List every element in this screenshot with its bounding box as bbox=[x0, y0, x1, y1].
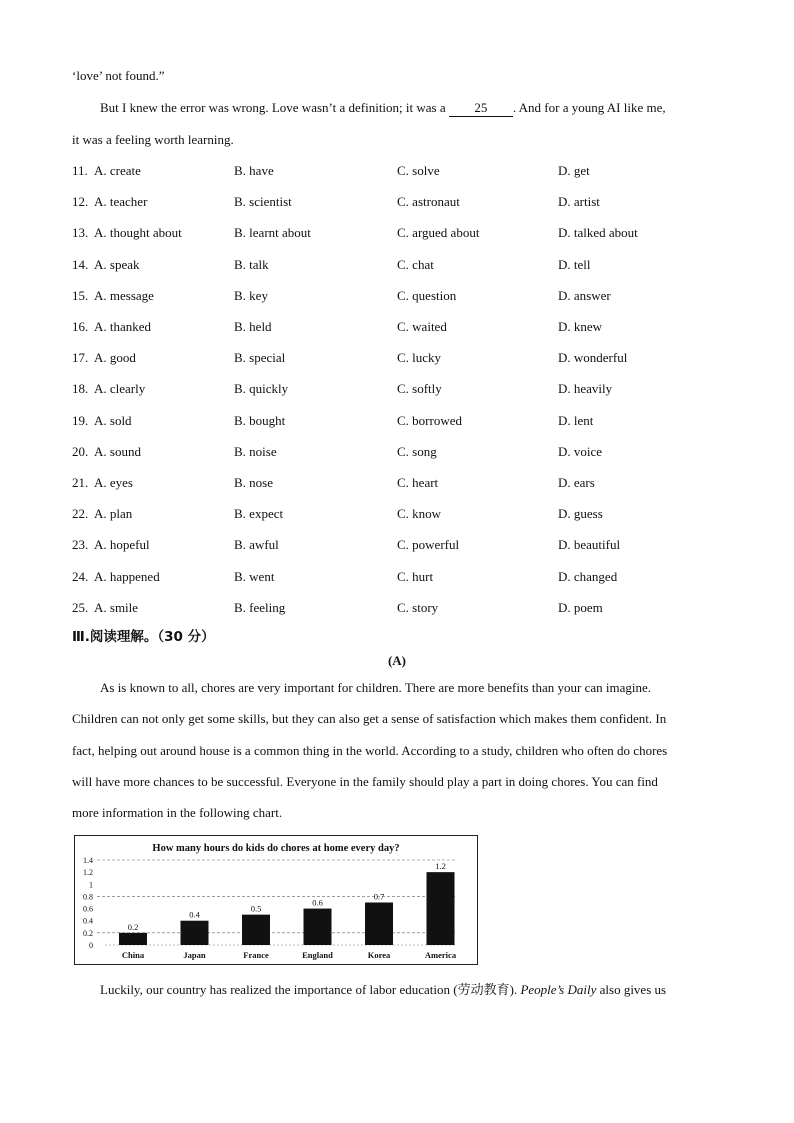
option-b: B. bought bbox=[234, 412, 286, 428]
option-d: D. wonderful bbox=[558, 350, 628, 366]
option-c: C. know bbox=[397, 506, 442, 522]
question-number: 18. bbox=[72, 381, 89, 397]
category-label: England bbox=[302, 950, 333, 960]
y-tick-label: 0.8 bbox=[83, 892, 93, 902]
question-number: 13. bbox=[72, 225, 89, 241]
bar bbox=[365, 903, 393, 946]
bar-chart bbox=[75, 836, 477, 964]
bar bbox=[304, 909, 332, 945]
question-row bbox=[72, 162, 722, 180]
question-number: 15. bbox=[72, 287, 89, 303]
question-row bbox=[72, 349, 722, 367]
category-label: Japan bbox=[183, 950, 206, 960]
option-a: A. sold bbox=[94, 412, 132, 428]
option-d: D. poem bbox=[558, 599, 603, 615]
category-label: America bbox=[424, 950, 457, 960]
question-row bbox=[72, 256, 722, 274]
option-d: D. guess bbox=[558, 506, 603, 522]
option-d: D. lent bbox=[558, 412, 594, 428]
option-d: D. beautiful bbox=[558, 537, 621, 553]
paragraph-text: But I knew the error was wrong. Love wasn’t a definition; it was a bbox=[100, 100, 449, 115]
y-tick-label: 1.4 bbox=[83, 856, 93, 865]
option-d: D. tell bbox=[558, 256, 591, 272]
question-number: 24. bbox=[72, 568, 89, 584]
category-label: France bbox=[243, 950, 269, 960]
passage-line: As is known to all, chores are very important for children. There are more benefits than your can imagine. bbox=[100, 680, 651, 695]
option-d: D. talked about bbox=[558, 225, 638, 241]
option-b: B. noise bbox=[234, 443, 277, 459]
answer-blank: 25 bbox=[449, 100, 513, 117]
option-b: B. have bbox=[234, 163, 274, 178]
bar-value-label: 0.7 bbox=[373, 891, 385, 902]
option-b: B. special bbox=[234, 350, 286, 366]
option-b: B. talk bbox=[234, 256, 269, 272]
question-number: 19. bbox=[72, 412, 89, 428]
option-a: A. create bbox=[94, 163, 141, 178]
passage-line: Children can not only get some skills, but they can also get a sense of satisfaction which makes them confident. In bbox=[72, 711, 667, 726]
option-b: B. learnt about bbox=[234, 225, 311, 241]
option-c: C. waited bbox=[397, 319, 447, 334]
option-a: A. thanked bbox=[94, 319, 152, 334]
question-row bbox=[72, 599, 722, 617]
option-c: C. borrowed bbox=[397, 412, 462, 428]
paragraph-line bbox=[100, 100, 666, 117]
option-d: D. voice bbox=[558, 443, 603, 459]
option-a: A. thought about bbox=[94, 225, 182, 241]
option-a: A. smile bbox=[94, 599, 139, 615]
option-a: A. happened bbox=[94, 568, 160, 584]
option-c: C. softly bbox=[397, 381, 442, 397]
question-row bbox=[72, 193, 722, 211]
bar bbox=[242, 915, 270, 945]
option-c: C. astronaut bbox=[397, 194, 460, 210]
bar-value-label: 0.2 bbox=[127, 921, 139, 932]
option-a: A. good bbox=[94, 350, 136, 366]
bar bbox=[119, 933, 147, 945]
question-row bbox=[72, 380, 722, 398]
option-c: C. powerful bbox=[397, 537, 460, 553]
y-tick-label: 0 bbox=[89, 941, 93, 950]
passage-line: will have more chances to be successful. Everyone in the family should play a part in doing chores. You can find bbox=[72, 774, 658, 789]
question-number: 20. bbox=[72, 443, 89, 459]
option-a: A. plan bbox=[94, 506, 133, 522]
option-c: C. lucky bbox=[397, 350, 442, 366]
option-c: C. heart bbox=[397, 475, 439, 490]
y-tick-label: 0.4 bbox=[83, 916, 93, 926]
option-c: C. argued about bbox=[397, 225, 480, 241]
option-b: B. quickly bbox=[234, 381, 289, 397]
option-b: B. awful bbox=[234, 537, 279, 553]
option-b: B. feeling bbox=[234, 599, 286, 615]
option-b: B. went bbox=[234, 568, 275, 584]
option-a: A. hopeful bbox=[94, 537, 150, 553]
bar-value-label: 0.6 bbox=[312, 897, 323, 908]
question-number: 21. bbox=[72, 475, 89, 490]
option-a: A. eyes bbox=[94, 475, 133, 490]
question-row bbox=[72, 318, 722, 336]
question-number: 14. bbox=[72, 256, 89, 272]
bar-value-label: 1.2 bbox=[435, 861, 446, 872]
paragraph-text: . And for a young AI like me, bbox=[512, 100, 666, 115]
closing-text: Luckily, our country has realized the importance of labor education (劳动教育). bbox=[100, 982, 521, 997]
option-d: D. ears bbox=[558, 475, 595, 490]
option-c: C. song bbox=[397, 443, 437, 459]
option-c: C. question bbox=[397, 287, 457, 303]
option-b: B. held bbox=[234, 319, 272, 334]
option-d: D. heavily bbox=[558, 381, 613, 397]
section-title: Ⅲ.阅读理解。（30 分） bbox=[72, 629, 215, 645]
option-a: A. message bbox=[94, 287, 154, 303]
question-number: 17. bbox=[72, 350, 89, 366]
question-number: 11. bbox=[72, 163, 88, 178]
y-tick-label: 0.2 bbox=[83, 928, 93, 938]
bar-value-label: 0.5 bbox=[250, 903, 262, 914]
y-tick-label: 1.2 bbox=[83, 868, 93, 878]
option-b: B. nose bbox=[234, 475, 273, 490]
passage-label: (A) bbox=[387, 653, 407, 668]
chart-title: How many hours do kids do chores at home every day? bbox=[152, 843, 400, 854]
question-row bbox=[72, 474, 722, 492]
option-d: D. knew bbox=[558, 319, 603, 334]
question-number: 25. bbox=[72, 599, 89, 615]
question-row bbox=[72, 536, 722, 554]
question-number: 23. bbox=[72, 537, 89, 553]
question-row bbox=[72, 568, 722, 586]
option-a: A. speak bbox=[94, 256, 140, 272]
paragraph-line: it was a feeling worth learning. bbox=[72, 132, 234, 147]
bar-value-label: 0.4 bbox=[189, 909, 200, 920]
y-tick-label: 0.6 bbox=[83, 904, 93, 914]
option-c: C. story bbox=[397, 599, 439, 615]
question-row bbox=[72, 412, 722, 430]
bar bbox=[427, 872, 455, 945]
closing-text: also gives us bbox=[596, 982, 667, 997]
option-a: A. sound bbox=[94, 443, 141, 459]
newspaper-name: People’s Daily bbox=[520, 982, 597, 997]
option-c: C. solve bbox=[397, 163, 440, 178]
bar bbox=[181, 921, 209, 945]
passage-line: more information in the following chart. bbox=[72, 805, 283, 820]
question-number: 16. bbox=[72, 319, 89, 334]
option-b: B. scientist bbox=[234, 194, 292, 210]
category-label: China bbox=[121, 950, 145, 960]
question-row bbox=[72, 505, 722, 523]
option-a: A. teacher bbox=[94, 194, 148, 210]
question-number: 12. bbox=[72, 194, 89, 210]
option-d: D. get bbox=[558, 163, 590, 178]
passage-line: fact, helping out around house is a common thing in the world. According to a study, children who often do chores bbox=[72, 743, 668, 758]
option-d: D. answer bbox=[558, 287, 611, 303]
question-row bbox=[72, 443, 722, 461]
option-c: C. chat bbox=[397, 256, 434, 272]
option-b: B. key bbox=[234, 287, 268, 303]
option-c: C. hurt bbox=[397, 568, 434, 584]
y-tick-label: 1 bbox=[89, 880, 93, 890]
question-number: 22. bbox=[72, 506, 89, 522]
category-label: Korea bbox=[367, 950, 391, 960]
option-d: D. artist bbox=[558, 194, 600, 210]
intro-line: ‘love’ not found.” bbox=[72, 68, 165, 83]
question-row bbox=[72, 287, 722, 305]
closing-line bbox=[100, 982, 666, 998]
question-row bbox=[72, 224, 722, 242]
option-d: D. changed bbox=[558, 568, 618, 584]
option-b: B. expect bbox=[234, 506, 284, 522]
chores-chart bbox=[74, 835, 478, 965]
option-a: A. clearly bbox=[94, 381, 146, 397]
